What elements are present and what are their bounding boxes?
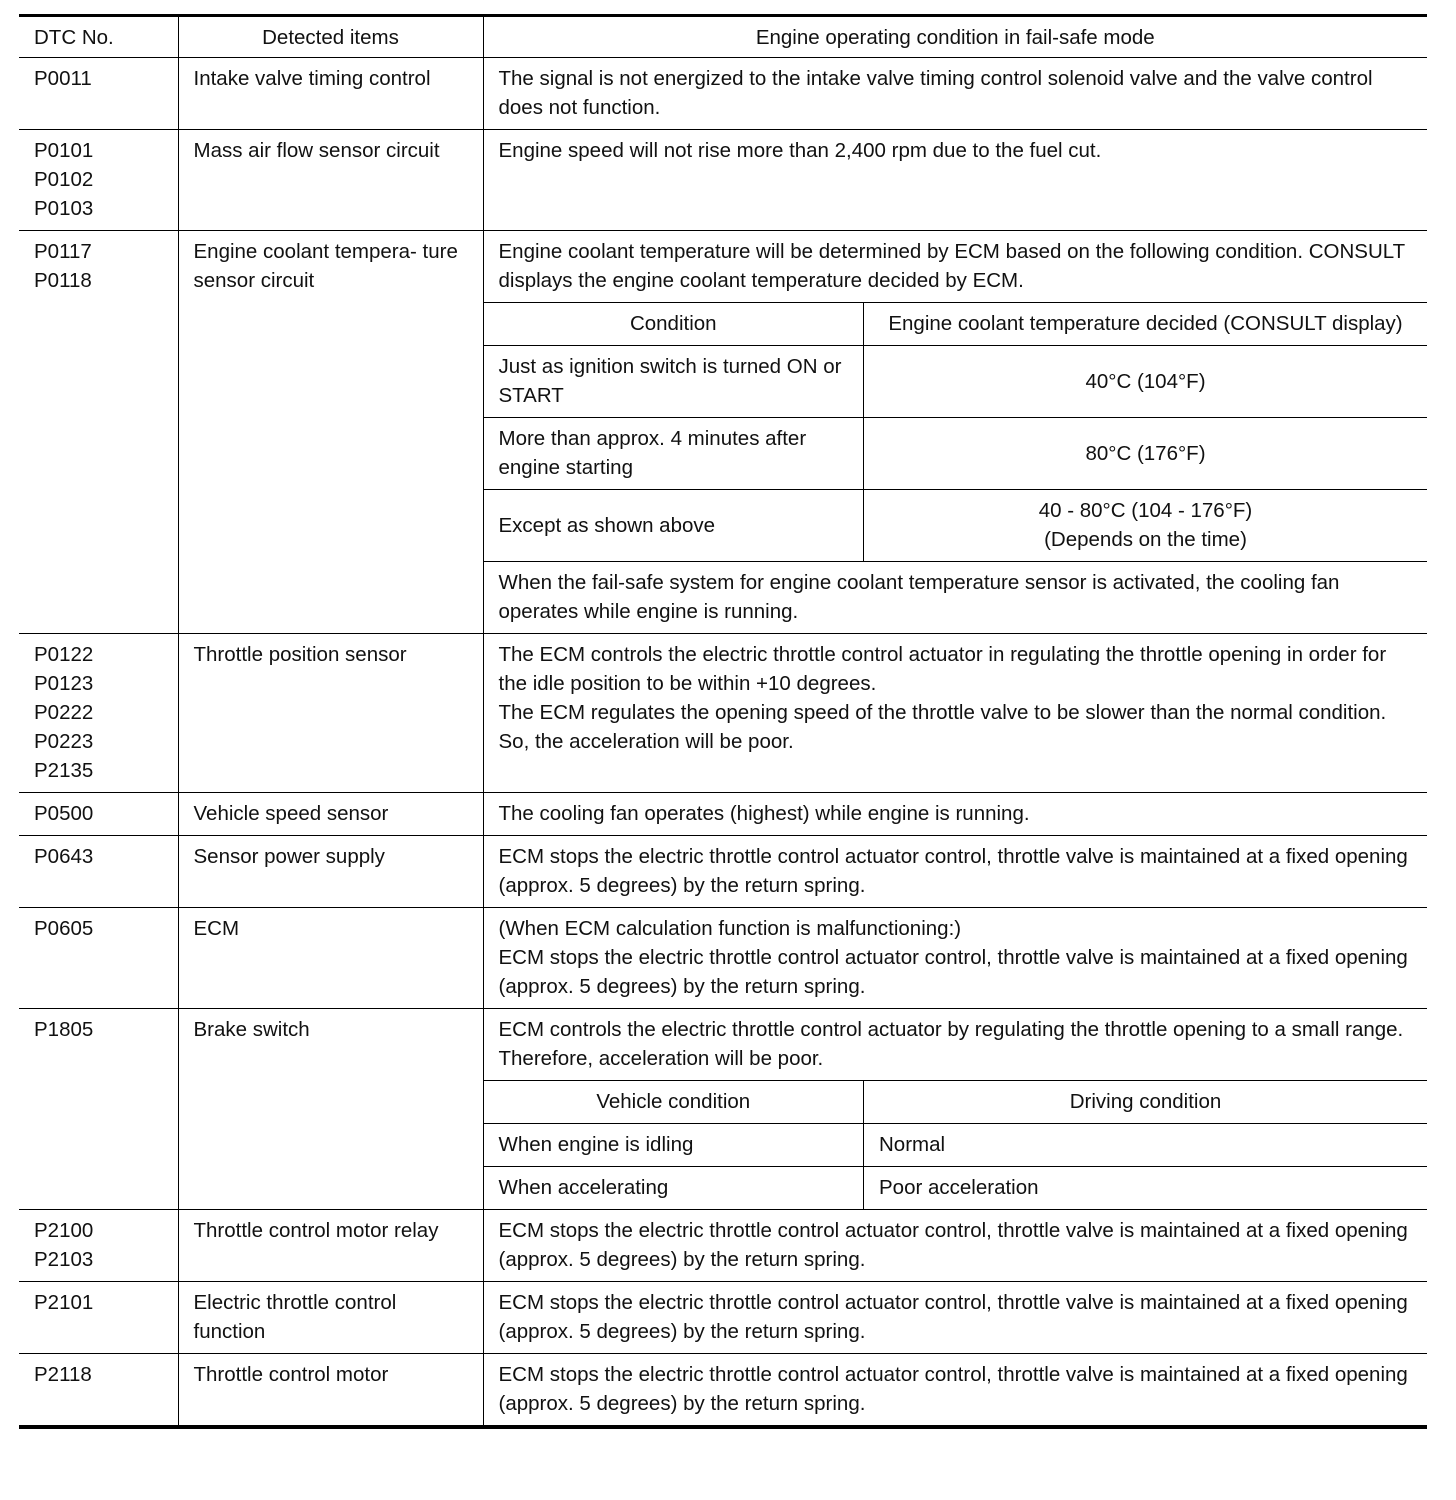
coolant-temperature-subtable [484,302,1428,633]
detected-item: Throttle position sensor [178,634,483,793]
dtc-code: P0101 [34,139,94,162]
dtc-cell [19,908,178,1009]
condition-text: The ECM regulates the opening speed of the throttle valve to be slower than the normal condition. [498,701,1387,724]
subtable-footer-row [484,562,1428,634]
table-row [19,836,1427,908]
dtc-code: P0123 [34,672,94,695]
subtable-value: 40°C (104°F) [864,346,1428,418]
subtable-row [484,490,1428,562]
condition-intro: Engine coolant temperature will be determined by ECM based on the following condition. CONSULT displays the engine coolant temperature decided by ECM. [498,240,1405,292]
condition-text: (When ECM calculation function is malfunctioning:) [498,917,962,940]
dtc-cell [19,130,178,231]
dtc-code: P0643 [34,845,94,868]
detected-item: Throttle control motor relay [178,1210,483,1282]
dtc-cell [19,1282,178,1354]
dtc-code: P2101 [34,1291,94,1314]
table-row [19,1210,1427,1282]
detected-item: Electric throttle control function [178,1282,483,1354]
subtable-row [484,346,1428,418]
dtc-cell [19,1210,178,1282]
subtable-row [484,1124,1428,1167]
dtc-cell [19,1354,178,1428]
condition-cell [483,908,1427,1009]
dtc-code: P2100 [34,1219,94,1242]
subtable-condition: More than approx. 4 minutes after engine starting [484,418,864,490]
condition-text: ECM controls the electric throttle control actuator by regulating the throttle opening to a small range. [498,1018,1404,1041]
table-header-row [19,16,1427,58]
driving-condition-subtable [484,1080,1428,1209]
dtc-code: P0103 [34,197,94,220]
dtc-code: P0118 [34,269,92,292]
subtable-header: Driving condition [864,1081,1428,1124]
table-row [19,793,1427,836]
dtc-cell [19,58,178,130]
detected-item: Sensor power supply [178,836,483,908]
detected-item: Intake valve timing control [178,58,483,130]
subtable-value: 80°C (176°F) [864,418,1428,490]
condition-text: The cooling fan operates (highest) while engine is running. [483,793,1427,836]
condition-text: Therefore, acceleration will be poor. [498,1047,824,1070]
subtable-condition: When engine is idling [484,1124,864,1167]
subtable-condition: Just as ignition switch is turned ON or START [484,346,864,418]
detected-item: Brake switch [178,1009,483,1210]
subtable-header: Engine coolant temperature decided (CONSULT display) [864,303,1428,346]
subtable-value-cell [864,490,1428,562]
detected-item: Vehicle speed sensor [178,793,483,836]
condition-text: Engine speed will not rise more than 2,400 rpm due to the fuel cut. [483,130,1427,231]
dtc-cell [19,793,178,836]
subtable-condition: Except as shown above [484,490,864,562]
dtc-code: P0223 [34,730,94,753]
subtable-row [484,1167,1428,1210]
table-row [19,1354,1427,1428]
dtc-code: P0500 [34,802,94,825]
condition-cell [483,634,1427,793]
condition-text: ECM stops the electric throttle control actuator control, throttle valve is maintained at a fixed opening (approx. 5 degrees) by the return spring. [483,1354,1427,1428]
subtable-header-row [484,303,1428,346]
subtable-value: Normal [864,1124,1428,1167]
table-row [19,58,1427,130]
subtable-header: Vehicle condition [484,1081,864,1124]
condition-cell [483,1009,1427,1210]
dtc-cell [19,1009,178,1210]
subtable-row [484,418,1428,490]
subtable-header-row [484,1081,1428,1124]
header-fail-safe-condition: Engine operating condition in fail-safe mode [483,16,1427,58]
dtc-code: P2118 [34,1363,92,1386]
condition-text: The ECM controls the electric throttle control actuator in regulating the throttle opening in order for the idle position to be within +10 degrees. [498,643,1387,695]
dtc-code: P0122 [34,643,94,666]
table-row [19,634,1427,793]
dtc-cell [19,634,178,793]
condition-text: So, the acceleration will be poor. [498,730,794,753]
dtc-cell [19,231,178,634]
condition-text: ECM stops the electric throttle control actuator control, throttle valve is maintained at a fixed opening (approx. 5 degrees) by the return spring. [483,1282,1427,1354]
subtable-header: Condition [484,303,864,346]
detected-item: Mass air flow sensor circuit [178,130,483,231]
condition-intro [484,1009,1428,1080]
dtc-code: P2135 [34,759,94,782]
table-row [19,130,1427,231]
condition-text: ECM stops the electric throttle control actuator control, throttle valve is maintained at a fixed opening (approx. 5 degrees) by the return spring. [498,946,1408,998]
dtc-cell [19,836,178,908]
detected-item: Throttle control motor [178,1354,483,1428]
condition-text: The signal is not energized to the intake valve timing control solenoid valve and the valve control does not function. [483,58,1427,130]
header-dtc: DTC No. [19,16,178,58]
condition-cell [483,231,1427,634]
subtable-value-note: (Depends on the time) [1044,528,1247,551]
header-detected-items: Detected items [178,16,483,58]
detected-item: Engine coolant tempera- ture sensor circuit [178,231,483,634]
dtc-code: P1805 [34,1018,94,1041]
dtc-code: P0222 [34,701,94,724]
condition-text: ECM stops the electric throttle control actuator control, throttle valve is maintained at a fixed opening (approx. 5 degrees) by the return spring. [483,836,1427,908]
condition-outro: When the fail-safe system for engine coolant temperature sensor is activated, the cooling fan operates while engine is running. [484,562,1428,634]
dtc-code: P0011 [34,67,92,90]
table-row [19,908,1427,1009]
subtable-value: Poor acceleration [864,1167,1428,1210]
dtc-code: P0117 [34,240,92,263]
table-row [19,231,1427,634]
subtable-value: 40 - 80°C (104 - 176°F) [1038,499,1253,522]
detected-item: ECM [178,908,483,1009]
subtable-condition: When accelerating [484,1167,864,1210]
table-row [19,1282,1427,1354]
dtc-code: P0605 [34,917,94,940]
dtc-code: P2103 [34,1248,94,1271]
dtc-code: P0102 [34,168,94,191]
table-row [19,1009,1427,1210]
fail-safe-table [19,14,1427,1429]
condition-text: ECM stops the electric throttle control actuator control, throttle valve is maintained at a fixed opening (approx. 5 degrees) by the return spring. [483,1210,1427,1282]
